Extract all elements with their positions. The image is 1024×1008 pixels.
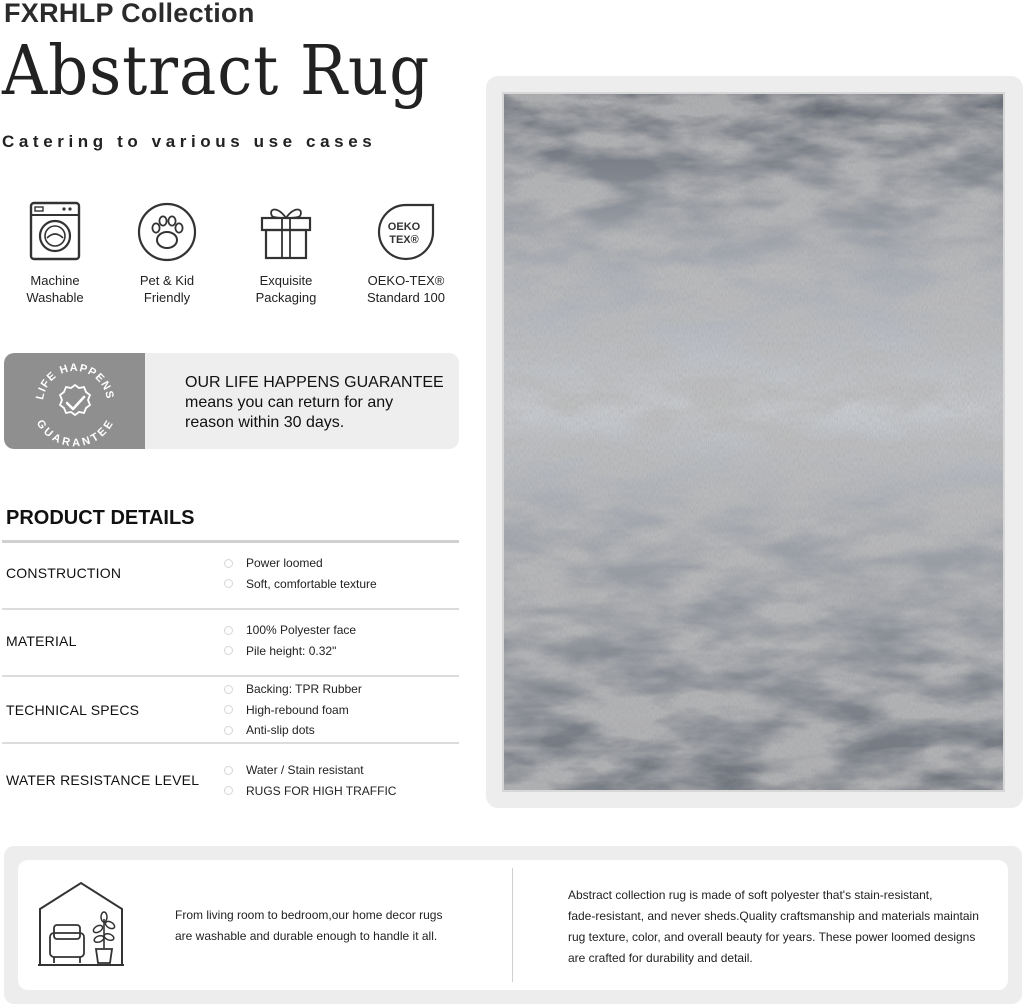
guarantee-heading: OUR LIFE HAPPENS GUARANTEE bbox=[185, 374, 444, 391]
detail-item: Water / Stain resistant bbox=[224, 760, 396, 781]
text-line: From living room to bedroom,our home decor rugs bbox=[175, 908, 443, 922]
feature-oeko-tex bbox=[351, 200, 461, 306]
feature-label: Machine bbox=[30, 273, 80, 288]
detail-item: Power loomed bbox=[224, 553, 377, 574]
bullet-icon bbox=[224, 626, 233, 635]
detail-label: CONSTRUCTION bbox=[6, 565, 122, 581]
feature-exquisite-packaging bbox=[231, 200, 341, 306]
feature-label: Packaging bbox=[255, 290, 317, 305]
feature-label: Pet & Kid bbox=[139, 273, 195, 288]
oeko-badge-line1: OEKO bbox=[387, 221, 421, 233]
bullet-icon bbox=[224, 579, 233, 588]
detail-row-water-resistance bbox=[2, 742, 459, 808]
feature-label: Exquisite bbox=[259, 273, 313, 288]
feature-list bbox=[0, 200, 470, 315]
guarantee-body: reason within 30 days. bbox=[185, 414, 345, 431]
oeko-tex-icon bbox=[375, 200, 437, 262]
text-line: Abstract collection rug is made of soft polyester that's stain-resistant, bbox=[568, 888, 933, 902]
svg-text:GUARANTEE bbox=[34, 418, 116, 449]
detail-row-technical-specs bbox=[2, 675, 459, 742]
feature-label: Friendly bbox=[143, 290, 191, 305]
detail-item: Anti-slip dots bbox=[224, 720, 362, 741]
detail-row-construction bbox=[2, 540, 459, 608]
detail-item: High-rebound foam bbox=[224, 700, 362, 721]
feature-machine-washable bbox=[0, 200, 110, 306]
badge-top-text: LIFE HAPPENS bbox=[34, 361, 116, 401]
detail-item: Backing: TPR Rubber bbox=[224, 679, 362, 700]
detail-label: MATERIAL bbox=[6, 633, 77, 649]
text-line: are crafted for durability and detail. bbox=[568, 951, 753, 965]
text-line: rug texture, color, and overall beauty for years. These power loomed designs bbox=[568, 930, 976, 944]
details-bottom-rule bbox=[2, 742, 459, 744]
detail-row-material bbox=[2, 608, 459, 675]
bottom-info-card bbox=[18, 860, 1008, 990]
badge-bottom-text: GUARANTEE bbox=[33, 417, 117, 449]
bullet-icon bbox=[224, 559, 233, 568]
text-line: are washable and durable enough to handle it all. bbox=[175, 929, 438, 943]
room-usage-text bbox=[175, 905, 442, 947]
rug-pattern bbox=[504, 94, 1003, 790]
guarantee-body: means you can return for any bbox=[185, 394, 394, 411]
bullet-icon bbox=[224, 685, 233, 694]
detail-label: TECHNICAL SPECS bbox=[6, 702, 140, 718]
bullet-icon bbox=[224, 786, 233, 795]
svg-text:LIFE HAPPENS bbox=[34, 362, 116, 401]
detail-item: 100% Polyester face bbox=[224, 620, 356, 641]
detail-item: Soft, comfortable texture bbox=[224, 574, 377, 595]
guarantee-seal-icon bbox=[25, 353, 125, 449]
tagline: Catering to various use cases bbox=[2, 132, 377, 151]
bullet-icon bbox=[224, 646, 233, 655]
collection-description bbox=[568, 885, 979, 969]
bottom-info-panel bbox=[4, 846, 1022, 1004]
gift-box-icon bbox=[258, 200, 314, 262]
oeko-badge-line2: TEX® bbox=[389, 234, 419, 246]
page-title: Abstract Rug bbox=[2, 32, 431, 111]
bullet-icon bbox=[224, 766, 233, 775]
rug-image bbox=[502, 92, 1005, 792]
divider bbox=[512, 868, 513, 982]
collection-name: FXRHLP Collection bbox=[4, 0, 255, 28]
text-line: fade-resistant, and never sheds.Quality craftsmanship and materials maintain bbox=[568, 909, 979, 923]
paw-icon bbox=[136, 200, 198, 262]
bullet-icon bbox=[224, 705, 233, 714]
bullet-icon bbox=[224, 726, 233, 735]
detail-label: WATER RESISTANCE LEVEL bbox=[6, 772, 200, 788]
detail-item: RUGS FOR HIGH TRAFFIC bbox=[224, 781, 396, 802]
detail-item: Pile height: 0.32" bbox=[224, 641, 356, 662]
guarantee-banner bbox=[4, 353, 459, 449]
washing-machine-icon bbox=[28, 200, 82, 262]
feature-label: Standard 100 bbox=[366, 290, 446, 305]
home-decor-icon bbox=[36, 879, 126, 969]
feature-label: Washable bbox=[26, 290, 84, 305]
guarantee-badge bbox=[4, 353, 145, 449]
feature-label: OEKO-TEX® bbox=[367, 273, 445, 288]
product-details-title: PRODUCT DETAILS bbox=[6, 507, 195, 529]
feature-pet-kid-friendly bbox=[112, 200, 222, 306]
